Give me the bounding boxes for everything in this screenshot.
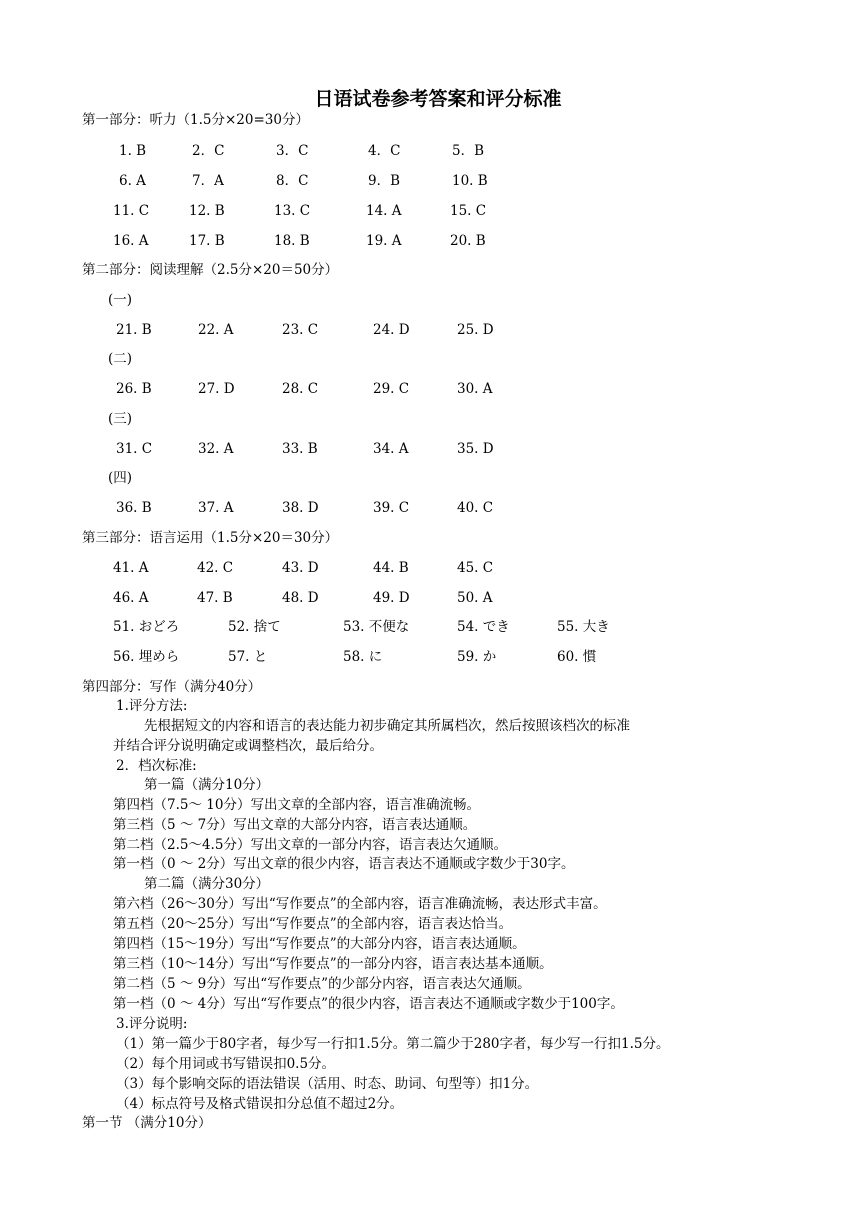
answer-item: 18. B: [274, 233, 310, 249]
answer-item: 13. C: [274, 203, 311, 219]
grade-line: 第四档（7.5～ 10分）写出文章的全部内容，语言准确流畅。: [113, 797, 480, 813]
part3-answer-row: [0, 648, 868, 666]
answer-item: 7．A: [192, 173, 224, 189]
answer-item: 11. C: [113, 203, 150, 219]
section-label: (一): [108, 292, 133, 308]
answer-item: 30. A: [457, 381, 493, 397]
answer-item: 49. D: [373, 590, 410, 606]
answer-item: 40. C: [457, 500, 494, 516]
answer-item: 24. D: [373, 322, 410, 338]
answer-item: 48. D: [282, 590, 319, 606]
grade-line: 第二档（2.5～4.5分）写出文章的一部分内容，语言表达欠通顺。: [113, 837, 507, 853]
answer-item: 37. A: [198, 500, 234, 516]
part3-heading: 第三部分：语言运用（1.5分×20＝30分）: [82, 530, 339, 546]
answer-item: 29. C: [373, 381, 410, 397]
answer-item: 56. 埋めら: [113, 649, 180, 665]
answer-item: 25. D: [457, 322, 494, 338]
notes-title: 3.评分说明:: [116, 1016, 188, 1032]
answer-item: 12. B: [189, 203, 225, 219]
answer-item: 28. C: [282, 381, 319, 397]
part3-answer-row: [0, 618, 868, 636]
answer-item: 57. と: [228, 649, 268, 665]
grade-line: 第四档（15～19分）写出“写作要点”的大部分内容，语言表达通顺。: [113, 936, 526, 952]
grade-line: 第一档（0 ～ 2分）写出文章的很少内容，语言表达不通顺或字数少于30字。: [113, 856, 575, 872]
part2-answer-row: [0, 380, 868, 398]
method-text: 先根据短文的内容和语言的表达能力初步确定其所属档次，然后按照该档次的标准: [144, 718, 630, 734]
part1-answer-row: [0, 202, 868, 220]
answer-item: 58. に: [343, 649, 383, 665]
answer-item: 22. A: [198, 322, 234, 338]
grade-line: 第二档（5 ～ 9分）写出“写作要点”的少部分内容，语言表达欠通顺。: [113, 976, 531, 992]
answer-item: 3．C: [276, 143, 309, 159]
part2-heading: 第二部分：阅读理解（2.5分×20＝50分）: [82, 262, 339, 278]
answer-item: 33. B: [282, 441, 318, 457]
answer-item: 39. C: [373, 500, 410, 516]
answer-item: 2．C: [192, 143, 225, 159]
answer-item: 59. か: [457, 649, 497, 665]
section-label: (四): [108, 470, 133, 486]
method-text: 并结合评分说明确定或调整档次，最后给分。: [113, 738, 383, 754]
answer-item: 47. B: [197, 590, 233, 606]
answer-item: 43. D: [282, 560, 319, 576]
part1-answer-row: [0, 142, 868, 160]
answer-item: 42. C: [197, 560, 234, 576]
answer-item: 10. B: [452, 173, 488, 189]
part4-heading: 第四部分：写作（满分40分）: [82, 679, 262, 695]
part1-heading: 第一部分：听力（1.5分×20=30分）: [82, 112, 309, 128]
answer-item: 4．C: [368, 143, 401, 159]
answer-item: 54. でき: [457, 619, 510, 635]
answer-item: 9．B: [368, 173, 401, 189]
grade-line: 第三档（10～14分）写出“写作要点”的一部分内容，语言表达基本通顺。: [113, 956, 553, 972]
method-title: 1.评分方法:: [116, 698, 188, 714]
answer-item: 52. 捨て: [228, 619, 281, 635]
answer-item: 16. A: [113, 233, 149, 249]
answer-item: 8．C: [276, 173, 309, 189]
answer-item: 35. D: [457, 441, 494, 457]
grade-line: 第五档（20～25分）写出“写作要点”的全部内容，语言表达恰当。: [113, 916, 513, 932]
answer-item: 50. A: [457, 590, 493, 606]
part2-answer-row: [0, 499, 868, 517]
answer-item: 15. C: [450, 203, 487, 219]
grade-line: 第六档（26～30分）写出“写作要点”的全部内容，语言准确流畅，表达形式丰富。: [113, 896, 607, 912]
answer-item: 32. A: [198, 441, 234, 457]
answer-item: 21. B: [116, 322, 152, 338]
answer-item: 23. C: [282, 322, 319, 338]
answer-item: 44. B: [373, 560, 409, 576]
answer-item: 55. 大き: [557, 619, 610, 635]
part2-answer-row: [0, 440, 868, 458]
document-title: 日语试卷参考答案和评分标准: [314, 88, 562, 110]
answer-item: 31. C: [116, 441, 153, 457]
essay1-title: 第一篇（满分10分）: [144, 777, 270, 793]
answer-item: 6. A: [119, 173, 146, 189]
note-line: （1）第一篇少于80字者，每少写一行扣1.5分。第二篇少于280字者，每少写一行扣1.5分。: [116, 1036, 670, 1052]
part1-answer-row: [0, 232, 868, 250]
answer-item: 36. B: [116, 500, 152, 516]
part1-answer-row: [0, 172, 868, 190]
part2-answer-row: [0, 321, 868, 339]
answer-item: 41. A: [113, 560, 149, 576]
answer-item: 17. B: [189, 233, 225, 249]
answer-item: 1. B: [119, 143, 147, 159]
note-line: （4）标点符号及格式错误扣分总值不超过2分。: [116, 1096, 404, 1112]
answer-item: 45. C: [457, 560, 494, 576]
part3-answer-row: [0, 559, 868, 577]
answer-item: 51. おどろ: [113, 619, 180, 635]
note-line: （2）每个用词或书写错误扣0.5分。: [116, 1056, 336, 1072]
note-line: （3）每个影响交际的语法错误（活用、时态、助词、句型等）扣1分。: [116, 1076, 539, 1092]
answer-item: 38. D: [282, 500, 319, 516]
answer-item: 27. D: [198, 381, 235, 397]
section-label: (二): [108, 351, 133, 367]
section-label: (三): [108, 411, 133, 427]
answer-item: 34. A: [373, 441, 409, 457]
answer-item: 26. B: [116, 381, 152, 397]
section-footer: 第一节 （满分10分）: [82, 1115, 212, 1131]
answer-item: 14. A: [366, 203, 402, 219]
grades-title: 2．档次标准:: [116, 758, 197, 774]
essay2-title: 第二篇（满分30分）: [144, 876, 270, 892]
grade-line: 第一档（0 ～ 4分）写出“写作要点”的很少内容，语言表达不通顺或字数少于100字。: [113, 996, 624, 1012]
answer-item: 53. 不便な: [343, 619, 410, 635]
part3-answer-row: [0, 589, 868, 607]
grade-line: 第三档（5 ～ 7分）写出文章的大部分内容，语言表达通顺。: [113, 817, 477, 833]
answer-item: 46. A: [113, 590, 149, 606]
answer-item: 19. A: [366, 233, 402, 249]
answer-item: 5．B: [452, 143, 485, 159]
answer-item: 60. 慣: [557, 649, 597, 665]
answer-item: 20. B: [450, 233, 486, 249]
